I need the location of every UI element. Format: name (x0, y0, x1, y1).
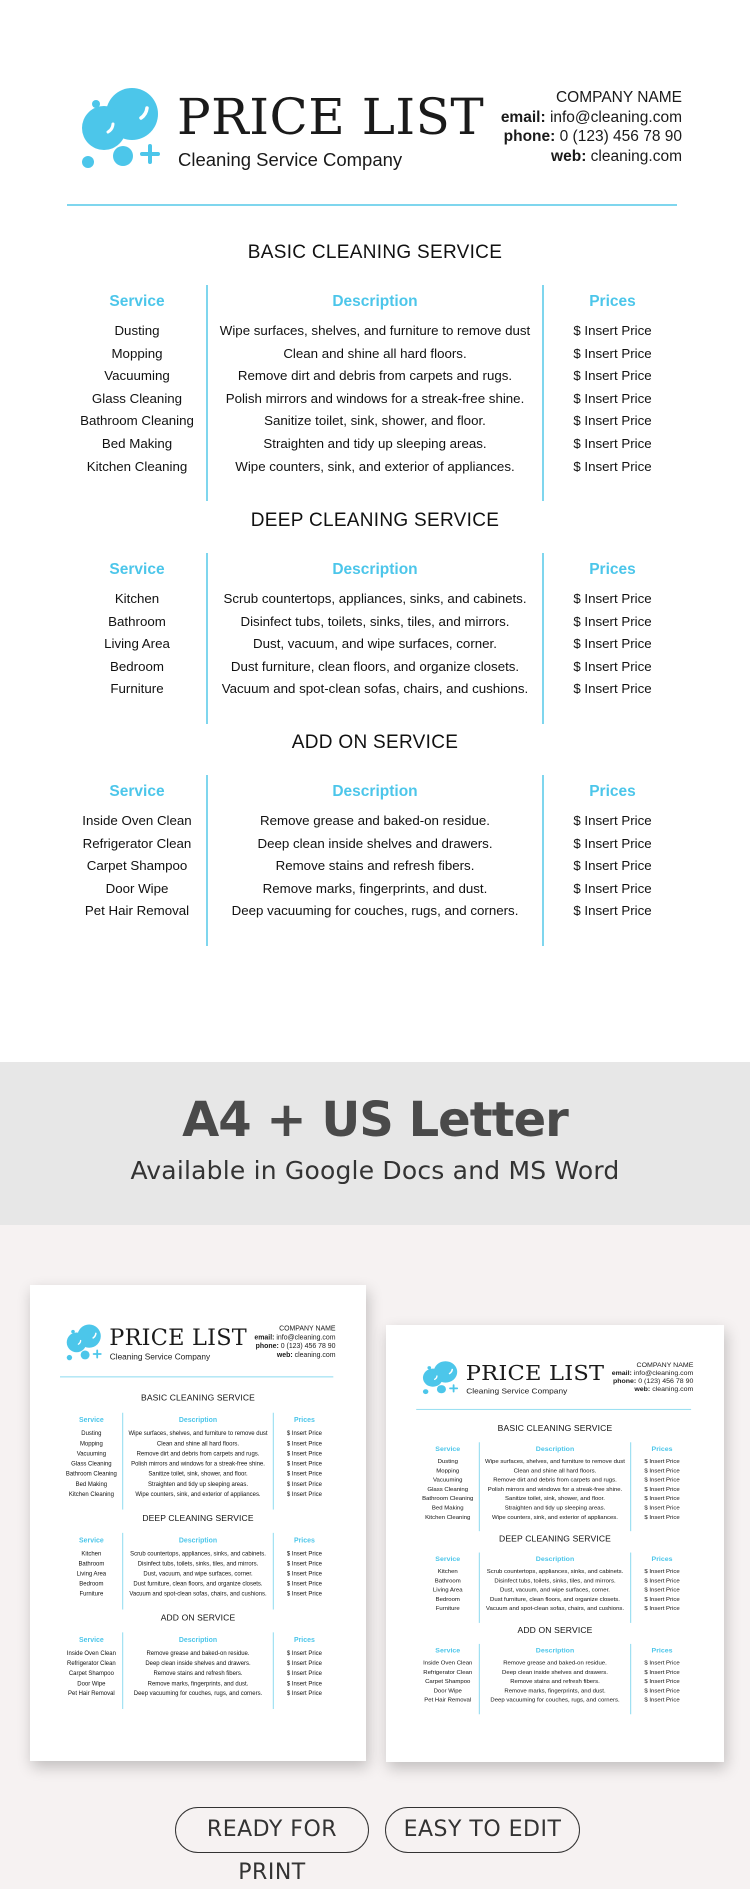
row-price: $ Insert Price (286, 1689, 322, 1697)
row-service: Kitchen (437, 1568, 458, 1575)
column-header-prices: Prices (293, 1536, 315, 1545)
row-price: $ Insert Price (286, 1549, 322, 1557)
row-price: $ Insert Price (286, 1590, 322, 1598)
row-description: Disinfect tubs, toilets, sinks, tiles, and mirrors. (494, 1577, 616, 1584)
contact-block (501, 88, 682, 166)
row-service: Kitchen Cleaning (425, 1513, 471, 1520)
contact-block (254, 1324, 335, 1359)
row-price: $ Insert Price (644, 1504, 680, 1511)
row-service: Bathroom Cleaning (422, 1495, 474, 1502)
row-price: $ Insert Price (286, 1669, 322, 1677)
row-price: $ Insert Price (644, 1568, 680, 1575)
row-service: Dusting (81, 1429, 102, 1437)
column-header-prices: Prices (293, 1416, 315, 1424)
web-line: web: cleaning.com (634, 1385, 694, 1393)
format-banner (0, 1062, 750, 1225)
a4-preview-page (30, 1285, 366, 1761)
row-description: Polish mirrors and windows for a streak-free shine. (487, 1485, 623, 1492)
row-service: Refrigerator Clean (67, 1659, 116, 1667)
row-price: $ Insert Price (286, 1439, 322, 1447)
row-description: Vacuum and spot-clean sofas, chairs, and cushions. (221, 681, 529, 697)
row-description: Disinfect tubs, toilets, sinks, tiles, and mirrors. (240, 613, 510, 629)
preview-document (30, 1285, 366, 1761)
company-name: COMPANY NAME (555, 89, 682, 106)
section-title: BASIC CLEANING SERVICE (141, 1393, 255, 1403)
column-header-prices: Prices (651, 1555, 673, 1563)
row-service: Vacuuming (104, 368, 170, 384)
bubbles-logo-icon (419, 1360, 460, 1397)
section-title: DEEP CLEANING SERVICE (142, 1513, 254, 1523)
row-service: Glass Cleaning (71, 1460, 112, 1467)
column-header-service: Service (79, 1536, 104, 1545)
row-description: Dust furniture, clean floors, and organize closets. (133, 1580, 263, 1588)
section-title: DEEP CLEANING SERVICE (499, 1534, 611, 1544)
letter-preview-page (386, 1325, 724, 1762)
page-subtitle: Cleaning Service Company (178, 149, 403, 170)
row-price: $ Insert Price (286, 1460, 322, 1467)
row-service: Pet Hair Removal (424, 1696, 472, 1703)
column-header-description: Description (178, 1536, 218, 1545)
row-description: Remove grease and baked-on residue. (260, 813, 490, 828)
row-service: Inside Oven Clean (82, 813, 192, 828)
row-service: Carpet Shampoo (68, 1669, 114, 1677)
column-divider (542, 285, 544, 501)
row-price: $ Insert Price (644, 1495, 680, 1502)
row-description: Remove dirt and debris from carpets and rugs. (237, 368, 513, 384)
row-service: Refrigerator Clean (423, 1668, 473, 1676)
row-price: $ Insert Price (573, 880, 652, 896)
row-service: Inside Oven Clean (66, 1649, 116, 1657)
row-description: Remove marks, fingerprints, and dust. (262, 880, 488, 896)
column-divider (542, 553, 544, 724)
row-service: Living Area (76, 1570, 107, 1577)
column-header-prices: Prices (651, 1445, 673, 1453)
phone-line: phone: 0 (123) 456 78 90 (503, 128, 682, 145)
row-price: $ Insert Price (286, 1580, 322, 1588)
row-price: $ Insert Price (573, 458, 652, 474)
web-value: cleaning.com (652, 1385, 694, 1393)
row-description: Remove dirt and debris from carpets and rugs. (136, 1450, 260, 1457)
row-price: $ Insert Price (644, 1457, 680, 1465)
ready-for-print-badge: READY FOR PRINT (175, 1807, 369, 1853)
row-price: $ Insert Price (286, 1450, 322, 1457)
email-value: info@cleaning.com (549, 108, 682, 126)
row-price: $ Insert Price (286, 1429, 322, 1437)
row-price: $ Insert Price (573, 903, 652, 919)
header-divider (60, 1376, 333, 1377)
row-service: Dusting (114, 323, 160, 338)
row-description: Polish mirrors and windows for a streak-free shine. (131, 1460, 265, 1467)
row-price: $ Insert Price (644, 1659, 680, 1666)
column-header-description: Description (535, 1555, 575, 1563)
row-service: Mopping (436, 1467, 460, 1474)
row-price: $ Insert Price (644, 1678, 680, 1685)
row-description: Dust furniture, clean floors, and organize closets. (230, 658, 520, 674)
row-description: Remove marks, fingerprints, and dust. (147, 1679, 249, 1687)
row-description: Clean and shine all hard floors. (156, 1439, 240, 1447)
row-price: $ Insert Price (286, 1659, 322, 1667)
web-value: cleaning.com (294, 1351, 336, 1359)
easy-to-edit-badge: EASY TO EDIT (385, 1807, 580, 1853)
row-description: Vacuum and spot-clean sofas, chairs, and cushions. (129, 1590, 267, 1598)
row-price: $ Insert Price (286, 1470, 322, 1478)
header-divider (416, 1409, 691, 1410)
row-price: $ Insert Price (573, 835, 652, 851)
column-header-description: Description (535, 1647, 575, 1655)
row-description: Dust furniture, clean floors, and organize closets. (490, 1596, 620, 1603)
row-service: Kitchen Cleaning (68, 1490, 114, 1498)
row-price: $ Insert Price (644, 1485, 680, 1492)
row-price: $ Insert Price (573, 681, 652, 697)
row-description: Wipe surfaces, shelves, and furniture to remove dust (128, 1429, 268, 1437)
row-description: Remove stains and refresh fibers. (153, 1669, 243, 1677)
preview-area (0, 1225, 750, 1889)
row-description: Dust, vacuum, and wipe surfaces, corner. (253, 636, 497, 652)
row-service: Pet Hair Removal (68, 1689, 115, 1697)
row-service: Glass Cleaning (427, 1485, 469, 1492)
column-header-service: Service (109, 293, 165, 310)
row-price: $ Insert Price (286, 1679, 322, 1687)
header-divider (67, 204, 677, 206)
row-price: $ Insert Price (286, 1480, 322, 1488)
row-price: $ Insert Price (573, 858, 652, 874)
page-subtitle: Cleaning Service Company (109, 1351, 211, 1362)
row-service: Refrigerator Clean (82, 835, 192, 851)
row-price: $ Insert Price (644, 1476, 680, 1483)
email-value: info@cleaning.com (633, 1369, 694, 1377)
row-service: Furniture (79, 1590, 104, 1598)
row-price: $ Insert Price (573, 591, 652, 606)
row-price: $ Insert Price (644, 1513, 680, 1520)
row-service: Door Wipe (77, 1679, 106, 1687)
row-price: $ Insert Price (644, 1687, 680, 1694)
row-service: Kitchen Cleaning (86, 458, 188, 474)
column-header-service: Service (79, 1416, 104, 1424)
column-header-prices: Prices (589, 561, 636, 578)
row-price: $ Insert Price (644, 1586, 680, 1593)
row-price: $ Insert Price (644, 1577, 680, 1584)
banner-subline: Available in Google Docs and MS Word (130, 1156, 620, 1185)
contact-block (612, 1361, 694, 1393)
row-service: Mopping (79, 1439, 103, 1447)
row-service: Bedroom (110, 658, 164, 674)
row-service: Glass Cleaning (91, 390, 183, 406)
row-price: $ Insert Price (286, 1649, 322, 1657)
column-header-description: Description (332, 561, 418, 578)
row-price: $ Insert Price (573, 613, 652, 629)
phone-value: 0 (123) 456 78 90 (638, 1377, 694, 1385)
row-service: Vacuuming (76, 1450, 107, 1457)
column-header-description: Description (535, 1445, 575, 1453)
section-title: BASIC CLEANING SERVICE (247, 242, 503, 263)
phone-line: phone: 0 (123) 456 78 90 (255, 1342, 336, 1350)
row-description: Deep clean inside shelves and drawers. (145, 1659, 251, 1667)
row-price: $ Insert Price (573, 658, 652, 674)
row-price: $ Insert Price (644, 1668, 680, 1676)
column-header-prices: Prices (589, 783, 636, 800)
row-price: $ Insert Price (573, 413, 652, 429)
row-price: $ Insert Price (573, 636, 652, 652)
page-title: PRICE LIST (465, 1361, 605, 1386)
web-value: cleaning.com (590, 147, 682, 165)
row-description: Wipe counters, sink, and exterior of appliances. (135, 1490, 261, 1498)
row-service: Kitchen (81, 1549, 102, 1557)
row-description: Remove dirt and debris from carpets and rugs. (493, 1476, 617, 1483)
row-service: Door Wipe (105, 880, 169, 896)
row-service: Bedroom (79, 1580, 104, 1588)
email-line: email: info@cleaning.com (611, 1369, 694, 1377)
row-service: Bathroom Cleaning (80, 413, 194, 429)
row-service: Bathroom (78, 1560, 105, 1567)
row-service: Carpet Shampoo (425, 1678, 471, 1685)
row-price: $ Insert Price (644, 1596, 680, 1603)
row-service: Furniture (110, 681, 164, 697)
row-description: Remove stains and refresh fibers. (510, 1678, 600, 1685)
column-header-description: Description (332, 783, 418, 800)
row-description: Disinfect tubs, toilets, sinks, tiles, and mirrors. (137, 1560, 259, 1567)
row-price: $ Insert Price (573, 436, 652, 451)
column-header-description: Description (178, 1635, 218, 1644)
row-service: Furniture (435, 1605, 460, 1612)
email-value: info@cleaning.com (276, 1333, 336, 1342)
row-service: Living Area (432, 1586, 463, 1593)
column-header-service: Service (109, 783, 165, 800)
row-service: Living Area (104, 636, 170, 652)
column-header-service: Service (79, 1635, 104, 1644)
row-price: $ Insert Price (573, 813, 652, 828)
column-header-prices: Prices (589, 293, 636, 310)
company-name: COMPANY NAME (636, 1361, 694, 1369)
row-service: Bed Making (75, 1480, 108, 1488)
preview-document (386, 1325, 724, 1762)
row-description: Vacuum and spot-clean sofas, chairs, and cushions. (485, 1605, 625, 1612)
row-description: Straighten and tidy up sleeping areas. (263, 436, 487, 451)
row-description: Sanitize toilet, sink, shower, and floor. (148, 1470, 248, 1478)
row-price: $ Insert Price (644, 1605, 680, 1612)
row-description: Clean and shine all hard floors. (283, 345, 467, 361)
row-description: Scrub countertops, appliances, sinks, and cabinets. (486, 1568, 624, 1575)
row-description: Wipe counters, sink, and exterior of appliances. (235, 458, 515, 474)
row-description: Sanitize toilet, sink, shower, and floor. (264, 413, 486, 429)
row-description: Remove grease and baked-on residue. (503, 1659, 607, 1666)
page-subtitle: Cleaning Service Company (466, 1386, 568, 1395)
column-header-service: Service (435, 1445, 461, 1453)
row-service: Inside Oven Clean (423, 1659, 473, 1666)
row-service: Door Wipe (433, 1687, 462, 1694)
row-description: Wipe surfaces, shelves, and furniture to remove dust (485, 1457, 625, 1465)
web-line: web: cleaning.com (276, 1351, 336, 1359)
row-description: Scrub countertops, appliances, sinks, and cabinets. (223, 591, 527, 606)
row-description: Scrub countertops, appliances, sinks, and cabinets. (130, 1549, 266, 1557)
row-description: Clean and shine all hard floors. (513, 1467, 597, 1474)
column-header-service: Service (109, 561, 165, 578)
row-service: Mopping (111, 345, 163, 361)
web-line: web: cleaning.com (551, 147, 682, 165)
row-price: $ Insert Price (286, 1490, 322, 1498)
column-header-description: Description (178, 1416, 218, 1424)
column-header-description: Description (332, 293, 418, 310)
section-title: BASIC CLEANING SERVICE (497, 1424, 613, 1434)
row-description: Remove stains and refresh fibers. (275, 858, 475, 874)
row-description: Deep vacuuming for couches, rugs, and corners. (231, 903, 519, 919)
bubbles-logo-icon (74, 84, 164, 174)
banner-headline: A4 + US Letter (182, 1092, 568, 1148)
row-service: Bedroom (435, 1596, 460, 1603)
email-line: email: info@cleaning.com (254, 1333, 336, 1342)
column-header-service: Service (435, 1647, 461, 1655)
row-description: Deep clean inside shelves and drawers. (257, 835, 493, 851)
row-service: Pet Hair Removal (84, 903, 190, 919)
row-service: Bed Making (431, 1504, 464, 1511)
row-service: Carpet Shampoo (86, 858, 188, 874)
row-price: $ Insert Price (286, 1570, 322, 1577)
section-title: ADD ON SERVICE (517, 1626, 593, 1635)
row-price: $ Insert Price (573, 368, 652, 384)
row-service: Dusting (437, 1457, 458, 1465)
row-price: $ Insert Price (573, 345, 652, 361)
row-service: Vacuuming (432, 1476, 463, 1483)
row-price: $ Insert Price (573, 323, 652, 338)
row-description: Remove marks, fingerprints, and dust. (504, 1687, 606, 1694)
section-title: ADD ON SERVICE (160, 1613, 236, 1623)
column-header-prices: Prices (651, 1647, 673, 1655)
page-title: PRICE LIST (109, 1324, 247, 1351)
bubbles-logo-icon (63, 1323, 103, 1363)
row-service: Kitchen (114, 591, 160, 606)
column-divider (542, 775, 544, 946)
row-service: Bed Making (101, 436, 173, 451)
page-title: PRICE LIST (177, 88, 485, 146)
phone-value: 0 (123) 456 78 90 (559, 128, 682, 145)
row-description: Deep clean inside shelves and drawers. (502, 1668, 608, 1676)
row-service: Bathroom Cleaning (65, 1470, 117, 1478)
section-title: DEEP CLEANING SERVICE (250, 510, 500, 531)
row-description: Wipe counters, sink, and exterior of appliances. (492, 1513, 618, 1520)
row-description: Sanitize toilet, sink, shower, and floor. (505, 1495, 605, 1502)
email-line: email: info@cleaning.com (500, 108, 682, 126)
row-price: $ Insert Price (644, 1467, 680, 1474)
phone-value: 0 (123) 456 78 90 (280, 1342, 336, 1350)
row-description: Wipe surfaces, shelves, and furniture to remove dust (219, 323, 531, 338)
row-service: Bathroom (108, 613, 166, 629)
row-description: Dust, vacuum, and wipe surfaces, corner. (500, 1586, 610, 1593)
row-description: Straighten and tidy up sleeping areas. (147, 1480, 249, 1488)
row-description: Deep vacuuming for couches, rugs, and corners. (133, 1689, 263, 1697)
column-header-prices: Prices (293, 1635, 315, 1644)
row-description: Deep vacuuming for couches, rugs, and corners. (490, 1696, 620, 1703)
row-price: $ Insert Price (286, 1560, 322, 1567)
column-header-service: Service (435, 1555, 461, 1563)
row-service: Bathroom (434, 1577, 461, 1584)
row-description: Straighten and tidy up sleeping areas. (504, 1504, 606, 1511)
phone-line: phone: 0 (123) 456 78 90 (612, 1377, 694, 1385)
section-title: ADD ON SERVICE (291, 732, 459, 753)
row-description: Polish mirrors and windows for a streak-free shine. (225, 390, 525, 406)
row-description: Remove grease and baked-on residue. (146, 1649, 250, 1657)
row-price: $ Insert Price (644, 1696, 680, 1703)
row-price: $ Insert Price (573, 390, 652, 406)
row-description: Dust, vacuum, and wipe surfaces, corner. (143, 1570, 253, 1577)
company-name: COMPANY NAME (279, 1324, 336, 1333)
